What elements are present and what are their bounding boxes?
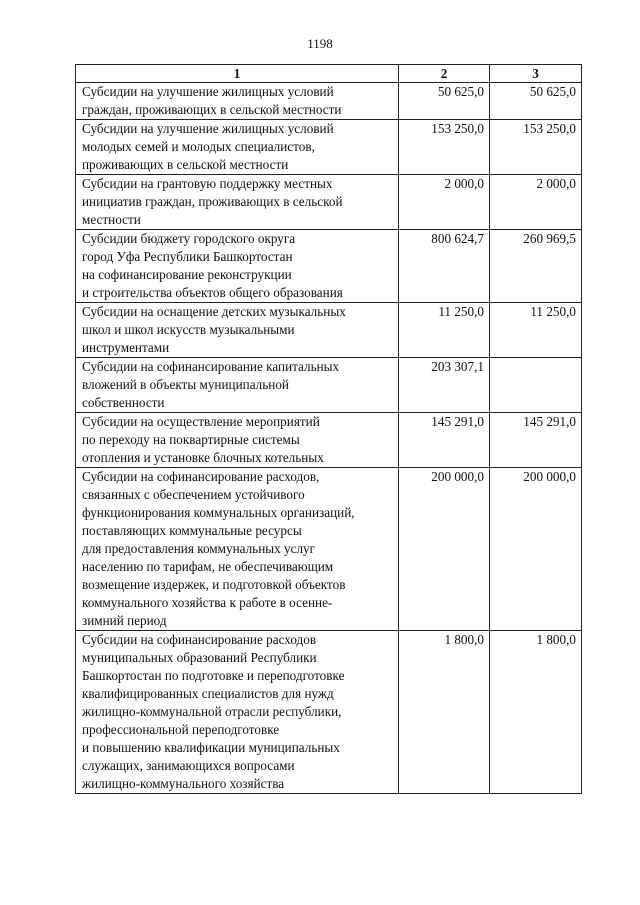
row-value-col3: 50 625,0 — [490, 83, 582, 120]
table-row — [76, 120, 582, 175]
budget-table — [75, 64, 582, 794]
row-name: Субсидии на осуществление мероприятий по переходу на поквартирные системы отопления и установке блочных котельных — [76, 413, 399, 468]
row-name: Субсидии на софинансирование расходов, связанных с обеспечением устойчивого функционирования коммунальных организаций, поставляющих коммунальные ресурсы для предоставления коммунальных услуг населению по тарифам, не обеспечивающим возмещение издержек, и подготовкой объектов коммунального хозяйства к работе в осенне- зимний период — [76, 468, 399, 631]
row-name: Субсидии на софинансирование расходов муниципальных образований Республики Башкортостан по подготовке и переподготовке квалифицированных специалистов для нужд жилищно-коммунальной отрасли республики, профессиональной переподготовке и повышению квалификации муниципальных служащих, занимающихся вопросами жилищно-коммунального хозяйства — [76, 631, 399, 794]
row-value-col2: 800 624,7 — [399, 230, 490, 303]
row-value-col2: 11 250,0 — [399, 303, 490, 358]
table-row — [76, 175, 582, 230]
row-name: Субсидии на грантовую поддержку местных инициатив граждан, проживающих в сельской местности — [76, 175, 399, 230]
row-value-col3: 11 250,0 — [490, 303, 582, 358]
row-value-col2: 2 000,0 — [399, 175, 490, 230]
row-name: Субсидии на улучшение жилищных условий граждан, проживающих в сельской местности — [76, 83, 399, 120]
page-number: 1198 — [307, 36, 333, 51]
table-header-row — [76, 65, 582, 83]
row-name: Субсидии на улучшение жилищных условий молодых семей и молодых специалистов, проживающих в сельской местности — [76, 120, 399, 175]
row-value-col3: 200 000,0 — [490, 468, 582, 631]
row-value-col2: 200 000,0 — [399, 468, 490, 631]
row-name: Субсидии на оснащение детских музыкальных школ и школ искусств музыкальными инструментами — [76, 303, 399, 358]
row-name: Субсидии на софинансирование капитальных вложений в объекты муниципальной собственности — [76, 358, 399, 413]
row-value-col3: 145 291,0 — [490, 413, 582, 468]
table-row — [76, 413, 582, 468]
table-row — [76, 631, 582, 794]
row-value-col3 — [490, 358, 582, 413]
column-header-2: 2 — [399, 65, 490, 83]
row-value-col2: 50 625,0 — [399, 83, 490, 120]
row-value-col3: 153 250,0 — [490, 120, 582, 175]
column-header-1: 1 — [76, 65, 399, 83]
row-value-col2: 203 307,1 — [399, 358, 490, 413]
row-value-col3: 1 800,0 — [490, 631, 582, 794]
row-value-col2: 153 250,0 — [399, 120, 490, 175]
row-value-col2: 145 291,0 — [399, 413, 490, 468]
table-row — [76, 358, 582, 413]
row-value-col3: 260 969,5 — [490, 230, 582, 303]
row-name: Субсидии бюджету городского округа город Уфа Республики Башкортостан на софинансирование реконструкции и строительства объектов общего образования — [76, 230, 399, 303]
table-row — [76, 83, 582, 120]
row-value-col2: 1 800,0 — [399, 631, 490, 794]
table-row — [76, 468, 582, 631]
table-row — [76, 303, 582, 358]
row-value-col3: 2 000,0 — [490, 175, 582, 230]
table-row — [76, 230, 582, 303]
column-header-3: 3 — [490, 65, 582, 83]
